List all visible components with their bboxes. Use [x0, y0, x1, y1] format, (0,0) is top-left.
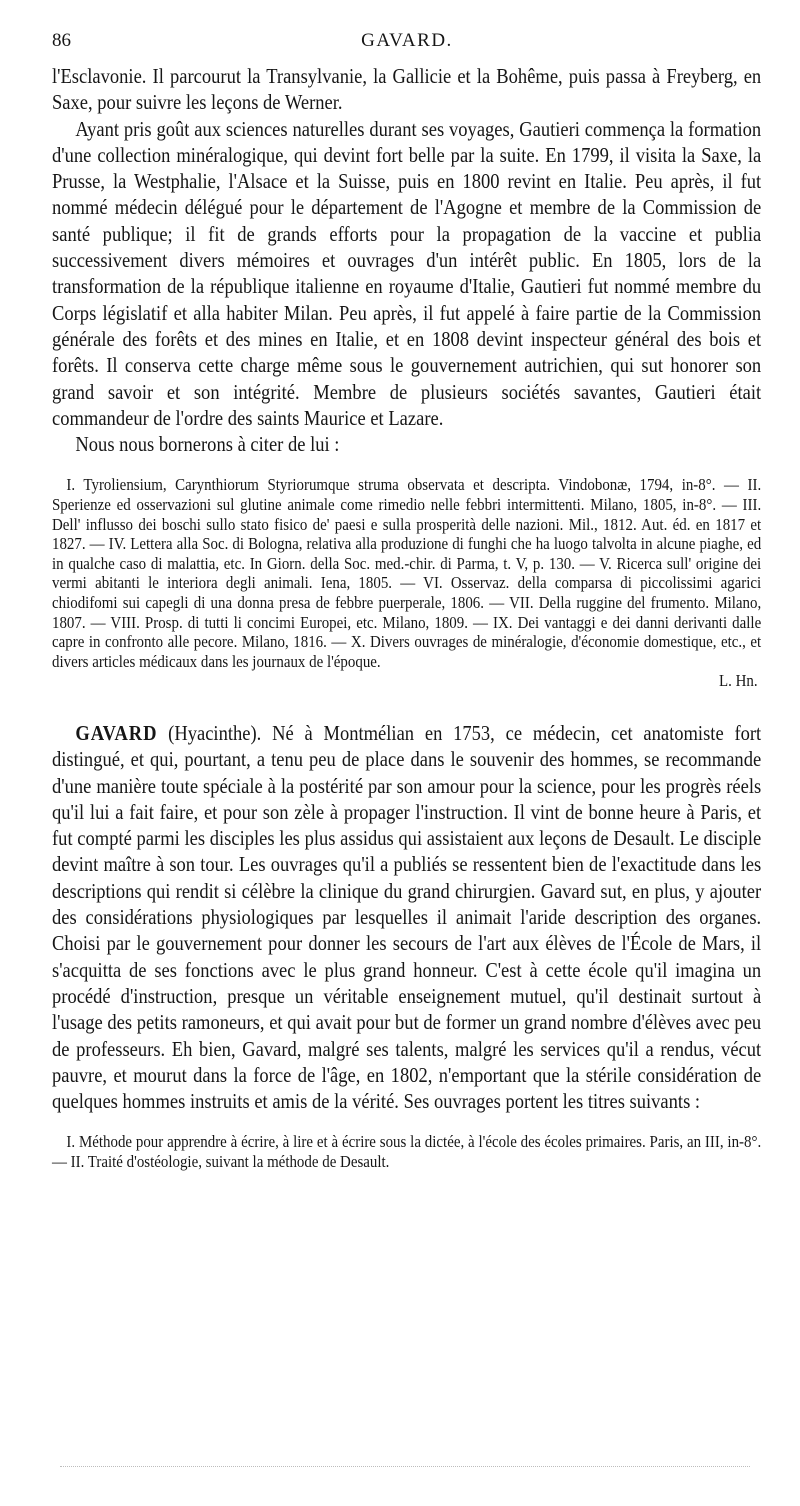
running-title: GAVARD.: [361, 30, 453, 51]
bibliography-gautieri: [52, 475, 761, 691]
entry-headword: GAVARD: [75, 722, 158, 745]
bottom-margin-specks: [60, 1466, 750, 1467]
entry-gautieri-continued: [52, 64, 762, 691]
running-head: [52, 30, 762, 64]
bibliography-text: I. Tyroliensium, Carynthiorum Styriorumque struma observata et descripta. Vindobonæ, 1794, in-8°. — II. Sperienze ed osservazioni sul glutine animale come rimedio nelle febbri intermittenti. Milano, 1805, in-8°. — III. Dell' influsso dei boschi sullo stato fisico de' paesi e sulla prosperità delle nazioni. Mil., 1812. Aut. éd. en 1817 et 1827. — IV. Lettera alla Soc. di Bologna, relativa alla produzione di funghi che ha luogo talvolta in alcune piaghe, ed in qualche caso di malattia, etc. In Giorn. della Soc. med.-chir. di Parma, t. V, p. 130. — V. Ricerca sull' origine dei vermi abitanti le interiora degli animali. Iena, 1805. — VI. Osservaz. della comparsa di piccolissimi agarici chiodifomi sui capegli di una donna presa de febbre puerperale, 1806. — VII. Della ruggine del frumento. Milano, 1807. — VIII. Prosp. di tutti li concimi Europei, etc. Milano, 1809. — IX. Dei vantaggi e dei danni derivanti dalle capre in confronto alle pecore. Milano, 1816. — X. Divers ouvrages de minéralogie, d'économie domestique, etc., et divers articles médicaux dans les journaux de l'époque.: [52, 475, 762, 671]
entry-gavard: [52, 721, 762, 1172]
bibliography-text: I. Méthode pour apprendre à écrire, à lire et à écrire sous la dictée, à l'école des écoles primaires. Paris, an III, in-8°. — II. Traité d'ostéologie, suivant la méthode de Desault.: [52, 1132, 762, 1172]
entry-forename: (Hyacinthe).: [168, 722, 262, 745]
entry-paragraph: Nous nous bornerons à citer de lui :: [75, 434, 340, 457]
page-number: 86: [52, 30, 71, 51]
entry-body-text: Né à Montmélian en 1753, ce médecin, cet anatomiste fort distingué, et qui, pourtant, a tenu peu de place dans le souvenir des hommes, se recommande d'une manière toute spéciale à la postérité par son amour pour la science, pour les progrès réels qu'il lui a fait faire, et pour son zèle à propager l'instruction. Il vint de bonne heure à Paris, et fut compté parmi les disciples les plus assidus qui assistaient aux leçons de Desault. Le disciple devint maître à son tour. Les ouvrages qu'il a publiés se ressentent bien de l'exactitude dans les descriptions qui rendit si célèbre la clinique du grand chirurgien. Gavard sut, en plus, y ajouter des considérations physiologiques par lesquelles il animait l'aride description des organes. Choisi par le gouvernement pour donner les secours de l'art aux élèves de l'École de Mars, il s'acquitta de ses fonctions avec le plus grand honneur. C'est à cette école qu'il imagina un procédé d'instruction, presque un véritable enseignement mutuel, qu'il destinait surtout à l'usage des petits ramoneurs, et qui avait pour but de former un grand nombre d'élèves avec peu de professeurs. Eh bien, Gavard, malgré ses talents, malgré les services qu'il a rendus, vécut pauvre, et mourut dans la force de l'âge, en 1802, n'emportant que la stérile considération de quelques hommes instruits et amis de la vérité. Ses ouvrages portent les titres suivants :: [52, 722, 762, 1114]
entry-paragraph: l'Esclavonie. Il parcourut la Transylvanie, la Gallicie et la Bohême, puis passa à Freyberg, en Saxe, pour suivre les leçons de Werner.: [52, 66, 762, 115]
entry-paragraph: Ayant pris goût aux sciences naturelles durant ses voyages, Gautieri commença la formation d'une collection minéralogique, qui devint fort belle par la suite. En 1799, il visita la Saxe, la Prusse, la Westphalie, l'Alsace et la Suisse, puis en 1800 revint en Italie. Peu après, il fut nommé médecin délégué pour le département de l'Agogne et membre de la Commission de santé publique; il fit de grands efforts pour la propagation de la vaccine et publia successivement divers mémoires et ouvrages d'un intérêt public. En 1805, lors de la transformation de la république italienne en royaume d'Italie, Gautieri fut nommé membre du Corps législatif et alla habiter Milan. Peu après, il fut appelé à faire partie de la Commission générale des forêts et des mines en Italie, et en 1808 devint inspecteur général des bois et forêts. Il conserva cette charge même sous le gouvernement autrichien, qui sut honorer son grand savoir et son intégrité. Membre de plusieurs sociétés savantes, Gautieri était commandeur de l'ordre des saints Maurice et Lazare.: [52, 118, 762, 430]
bibliography-gavard: [52, 1132, 761, 1171]
entry-paragraph: [52, 721, 761, 1115]
author-signature: L. Hn.: [719, 671, 758, 691]
